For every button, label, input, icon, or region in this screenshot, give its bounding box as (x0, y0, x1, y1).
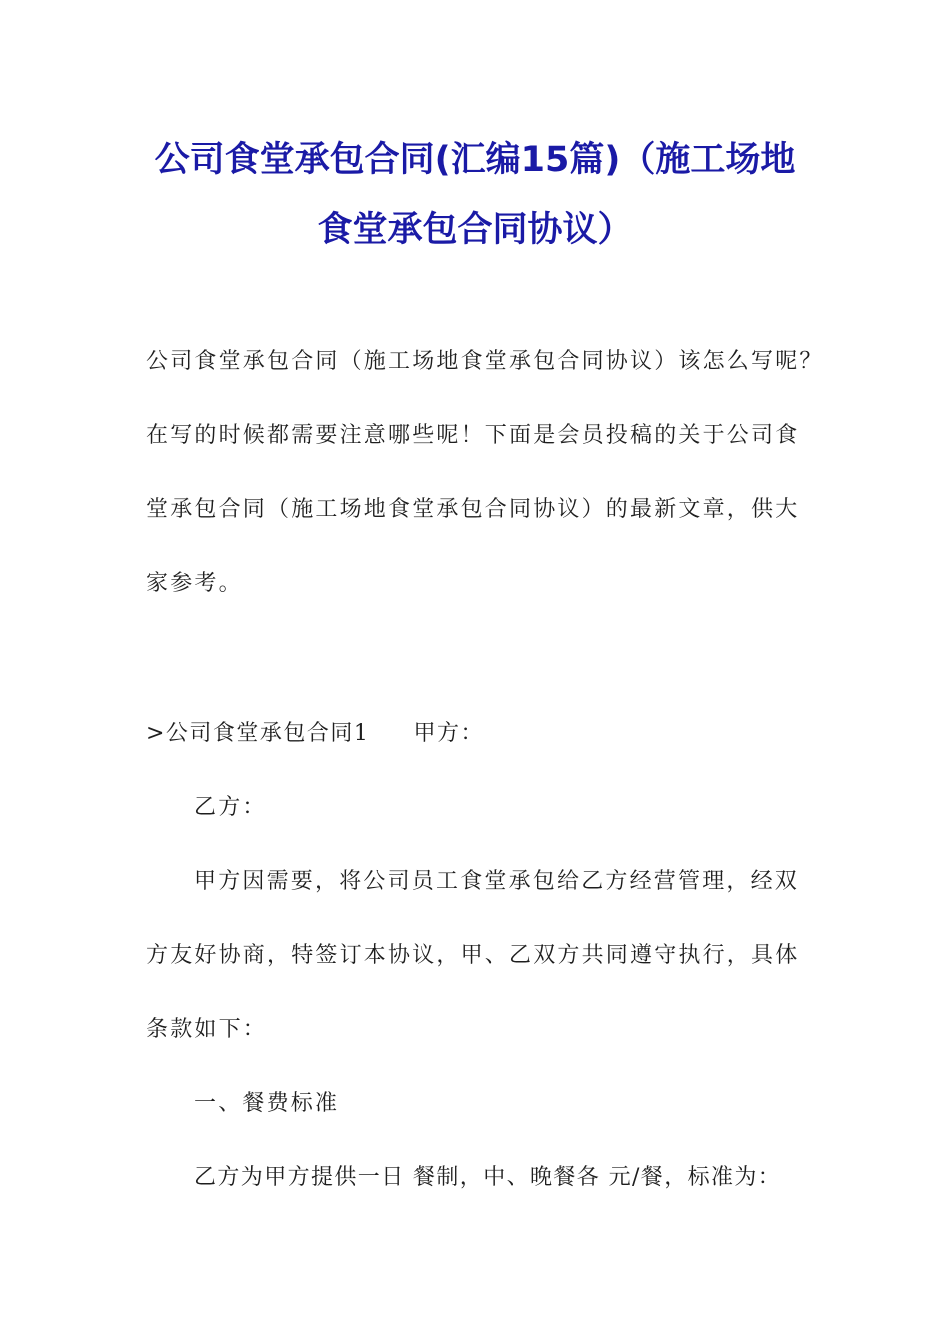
intro-line-4: 家参考。 (146, 571, 243, 596)
para1-line-1: 甲方因需要，将公司员工食堂承包给乙方经营管理，经双 (194, 869, 800, 894)
section-heading-meal-fee: 一、餐费标准 (194, 1091, 340, 1116)
intro-line-2: 在写的时候都需要注意哪些呢！下面是会员投稿的关于公司食 (146, 423, 800, 448)
contract-heading: >公司食堂承包合同1 (146, 721, 370, 746)
intro-line-3: 堂承包合同（施工场地食堂承包合同协议）的最新文章，供大 (146, 497, 800, 522)
document-title-line-2: 食堂承包合同协议） (317, 210, 633, 250)
party-a-label: 甲方： (413, 721, 484, 746)
para1-line-3: 条款如下： (146, 1017, 268, 1042)
contract-heading-row (146, 716, 484, 747)
party-b-label: 乙方： (194, 795, 267, 820)
document-title-line-1: 公司食堂承包合同(汇编15篇)（施工场地 (154, 140, 796, 180)
section-text-meal-fee: 乙方为甲方提供一日 餐制，中、晚餐各 元/餐，标准为： (194, 1165, 782, 1190)
para1-line-2: 方友好协商，特签订本协议，甲、乙双方共同遵守执行，具体 (146, 943, 800, 968)
intro-line-1: 公司食堂承包合同（施工场地食堂承包合同协议）该怎么写呢？ (146, 349, 824, 374)
